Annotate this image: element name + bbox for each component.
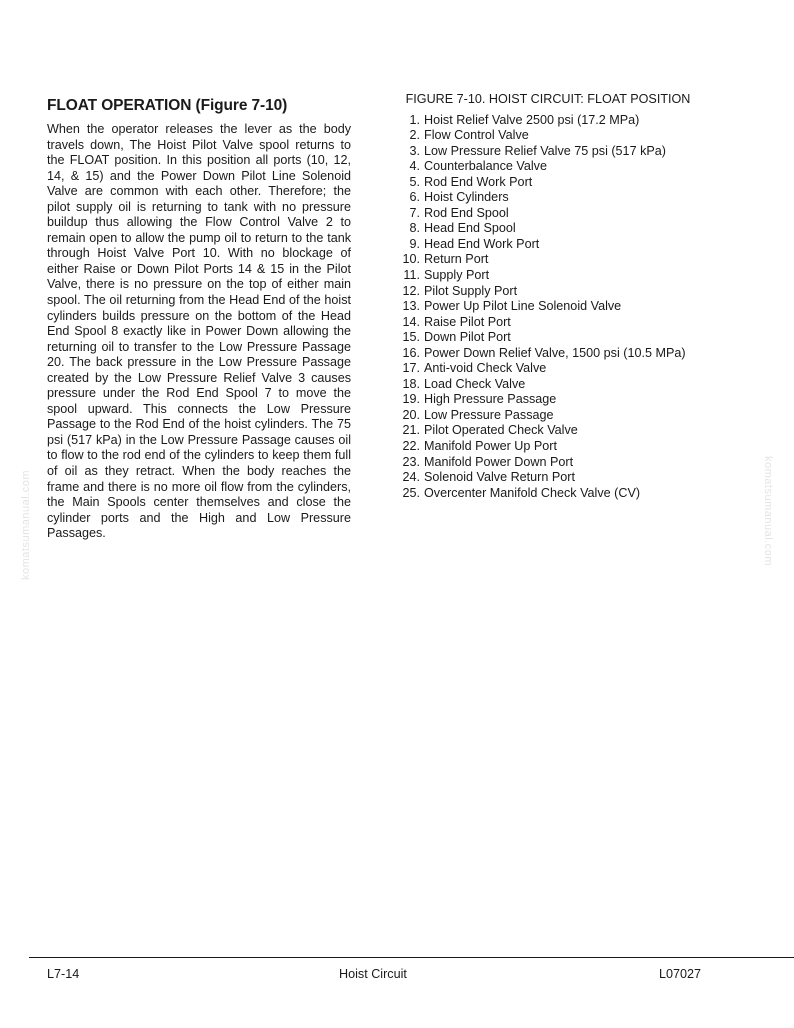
legend-item-label: Counterbalance Valve [424,159,547,174]
legend-item [400,455,730,471]
legend-item-number: 19. [402,392,420,407]
footer-page-number: L7-14 [47,967,80,981]
legend-item-label: Power Up Pilot Line Solenoid Valve [424,299,622,314]
legend-item-label: Hoist Relief Valve 2500 psi (17.2 MPa) [424,112,640,127]
legend-item [400,113,730,129]
legend-item-number: 4. [409,159,420,174]
legend-item-label: Low Pressure Relief Valve 75 psi (517 kPa) [424,143,666,158]
legend-item-label: Raise Pilot Port [424,314,511,329]
legend-item [400,392,730,408]
legend-item [400,346,730,362]
legend-item [400,268,730,284]
legend-item-label: Manifold Power Up Port [424,438,557,453]
legend-item-number: 9. [409,236,420,251]
watermark-left: komatsumanual.com [20,470,32,580]
legend-item [400,175,730,191]
legend-item [400,206,730,222]
footer-doc-code: L07027 [659,967,702,981]
legend-item-number: 7. [409,205,420,220]
legend-item [400,221,730,237]
legend-item [400,408,730,424]
legend-item-label: Return Port [424,252,489,267]
legend-item-label: Anti-void Check Valve [424,361,547,376]
legend-item-number: 20. [402,407,420,422]
figure-caption: FIGURE 7-10. HOIST CIRCUIT: FLOAT POSITION [405,92,691,106]
legend-item-number: 22. [402,438,420,453]
legend-item [400,144,730,160]
legend-item-number: 21. [402,423,420,438]
legend-item [400,284,730,300]
legend-item [400,159,730,175]
legend-item [400,190,730,206]
legend-item-label: Flow Control Valve [424,128,529,143]
legend-item-number: 16. [402,345,420,360]
legend-item-label: Head End Work Port [424,236,540,251]
footer-chapter-title: Hoist Circuit [339,967,407,981]
legend-item [400,237,730,253]
legend-item [400,252,730,268]
legend-item-number: 8. [409,221,420,236]
legend-item-number: 13. [402,299,420,314]
legend-item-number: 5. [409,174,420,189]
watermark-right: komatsumanual.com [762,456,774,566]
legend-item-number: 25. [402,485,420,500]
legend-item-label: Rod End Work Port [424,174,533,189]
legend-item [400,423,730,439]
legend-item [400,486,730,502]
section-paragraph: When the operator releases the lever as the body travels down, The Hoist Pilot Valve spool returns to the FLOAT position. In this position all ports (10, 12, 14, & 15) and the Power Down Pilot Line Solenoid Valve are common with each other. Therefore; the pilot supply oil is returning to tank with no pressure buildup thus allowing the Flow Control Valve 2 to remain open to allow the pump oil to return to the tank through Hoist Valve Port 10. With no blockage of either Raise or Down Pilot Ports 14 & 15 in the Pilot Valve, there is no pressure on the top of either main spool. The oil returning from the Head End of the hoist cylinders builds pressure on the bottom of the Head End Spool 8 exactly like in Power Down allowing the returning oil to transfer to the Low Pressure Passage 20. The back pressure in the Low Pressure Passage created by the Low Pressure Relief Valve 3 causes pressure under the Rod End Spool 7 to move the spool upward. This connects the Low Pressure Passage to the Rod End of the hoist cylinders. The 75 psi (517 kPa) in the Low Pressure Passage causes oil to flow to the rod end of the cylinders to keep them full of oil as they retract. When the body reaches the frame and there is no more oil flow from the cylinders, the Main Spools center themselves and close the cylinder ports and the High and Low Pressure Passages. [47,122,351,541]
legend-item-label: Overcenter Manifold Check Valve (CV) [424,485,641,500]
legend-item [400,315,730,331]
legend-item-number: 12. [402,283,420,298]
legend-item-label: Solenoid Valve Return Port [424,470,575,485]
legend-item-number: 6. [409,190,420,205]
legend-item-label: Power Down Relief Valve, 1500 psi (10.5 MPa) [424,345,686,360]
legend-item [400,330,730,346]
figure-legend-list [400,113,730,502]
legend-item-number: 18. [402,376,420,391]
legend-item-label: Load Check Valve [424,376,526,391]
legend-item-number: 2. [409,128,420,143]
legend-item-label: Supply Port [424,267,490,282]
legend-item-label: Low Pressure Passage [424,407,554,422]
legend-item-number: 17. [402,361,420,376]
legend-item-label: High Pressure Passage [424,392,557,407]
legend-item [400,299,730,315]
legend-item-label: Pilot Supply Port [424,283,518,298]
legend-item-number: 24. [402,470,420,485]
section-heading: FLOAT OPERATION (Figure 7-10) [47,97,288,114]
legend-item-number: 1. [409,112,420,127]
legend-item-label: Pilot Operated Check Valve [424,423,578,438]
legend-item [400,377,730,393]
footer-divider [29,957,794,958]
legend-item-number: 11. [403,267,420,282]
legend-item-label: Rod End Spool [424,205,509,220]
legend-item-number: 15. [402,330,420,345]
legend-item [400,128,730,144]
legend-item-label: Down Pilot Port [424,330,511,345]
legend-item-label: Hoist Cylinders [424,190,509,205]
legend-item-label: Head End Spool [424,221,516,236]
legend-item [400,361,730,377]
legend-item-number: 3. [409,143,420,158]
legend-item [400,439,730,455]
legend-item-number: 10. [402,252,420,267]
legend-item-number: 14. [402,314,420,329]
legend-item-number: 23. [402,454,420,469]
legend-item-label: Manifold Power Down Port [424,454,574,469]
figure-legend-column [400,92,730,501]
float-operation-section [47,96,351,542]
legend-item [400,470,730,486]
